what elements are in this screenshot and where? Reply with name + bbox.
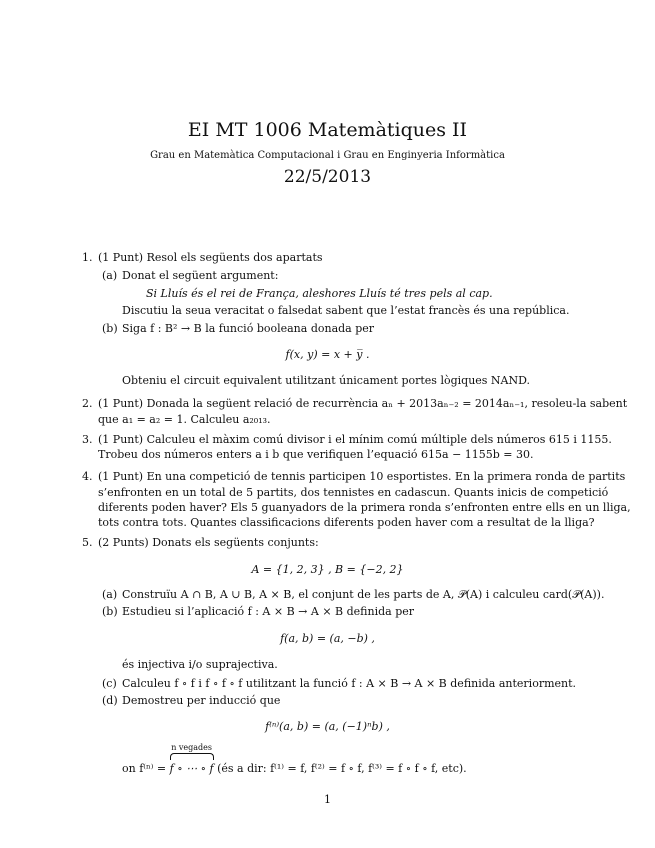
question-text: (1 Punt) En una competició de tennis participen 10 esportistes. En la primera ronda de partits: [98, 470, 626, 483]
question-number: 1.: [82, 251, 93, 264]
part-text: Discutiu la seua veracitat o falsedat sabent que l’estat francès és una república.: [122, 304, 570, 317]
question-text: que a₁ = a₂ = 1. Calculeu a₂₀₁₃.: [98, 413, 271, 426]
question-text: (1 Punt) Calculeu el màxim comú divisor i el mínim comú múltiple dels números 615 i 1155.: [98, 433, 612, 446]
part-label: (b): [102, 322, 118, 335]
part-text: Obteniu el circuit equivalent utilitzant únicament portes lògiques NAND.: [122, 374, 531, 387]
overbrace: [170, 753, 214, 760]
question-text: s’enfronten en un total de 5 partits, dos tennistes en cadascun. Quants inicis de competició: [98, 486, 609, 499]
formula: f(x, y) = x + y̅ .: [285, 348, 370, 361]
question-text: (1 Punt) Donada la següent relació de recurrència aₙ + 2013aₙ₋₂ = 2014aₙ₋₁, resoleu-la sabent: [98, 397, 628, 410]
formula: f⁽ⁿ⁾(a, b) = (a, (−1)ⁿb) ,: [265, 720, 390, 733]
part-label: (b): [102, 605, 118, 618]
part-label: (d): [102, 694, 118, 707]
part-text: Demostreu per inducció que: [122, 694, 281, 707]
part-text: Calculeu f ∘ f i f ∘ f ∘ f utilitzant la funció f : A × B → A × B definida anteriorment.: [122, 677, 577, 690]
overbrace-label: n vegades: [171, 743, 213, 752]
question-text: diferents poden haver? Els 5 guanyadors de la primera ronda s’enfronten entre ells en un lliga,: [98, 501, 631, 514]
question-number: 3.: [82, 433, 93, 446]
argument-quote: Si Lluís és el rei de França, aleshores Lluís té tres pels al cap.: [146, 287, 493, 300]
degree-subtitle: Grau en Matemàtica Computacional i Grau en Enginyeria Informàtica: [150, 150, 505, 161]
part-label: (c): [102, 677, 117, 690]
page-number: 1: [324, 793, 331, 806]
composition-expression: f ∘ ⋯ ∘ f: [169, 762, 214, 775]
part-text: Siga f : B² → B la funció booleana donada per: [122, 322, 375, 335]
part-text: és injectiva i/o suprajectiva.: [122, 658, 278, 671]
part-text: Construïu A ∩ B, A ∪ B, A × B, el conjunt de les parts de A, 𝒫(A) i calculeu card(𝒫(A)).: [122, 588, 605, 601]
overbrace-expression: [169, 743, 214, 776]
question-number: 4.: [82, 470, 93, 483]
exam-date: 22/5/2013: [283, 167, 372, 187]
question-lead: (1 Punt) Resol els següents dos apartats: [98, 251, 323, 264]
part-text: Donat el següent argument:: [122, 269, 279, 282]
question-text: tots contra tots. Quantes classificacions diferents poden haver com a resultat de la lliga?: [98, 516, 595, 529]
question-lead: (2 Punts) Donats els següents conjunts:: [98, 536, 319, 549]
question-text: Trobeu dos números enters a i b que verifiquen l’equació 615a − 1155b = 30.: [98, 448, 534, 461]
question-number: 5.: [82, 536, 93, 549]
definition-lead: on f⁽ⁿ⁾ =: [122, 762, 167, 775]
part-text: Estudieu si l’aplicació f : A × B → A × B definida per: [122, 605, 415, 618]
question-number: 2.: [82, 397, 93, 410]
definition-tail: (és a dir: f⁽¹⁾ = f, f⁽²⁾ = f ∘ f, f⁽³⁾ = f ∘ f ∘ f, etc).: [217, 762, 467, 775]
part-label: (a): [102, 588, 118, 601]
formula: f(a, b) = (a, −b) ,: [280, 632, 375, 645]
sets-definition: A = {1, 2, 3} , B = {−2, 2}: [251, 563, 404, 576]
exam-title: EI MT 1006 Matemàtiques II: [187, 119, 468, 141]
part-label: (a): [102, 269, 118, 282]
induction-definition: [122, 743, 467, 776]
